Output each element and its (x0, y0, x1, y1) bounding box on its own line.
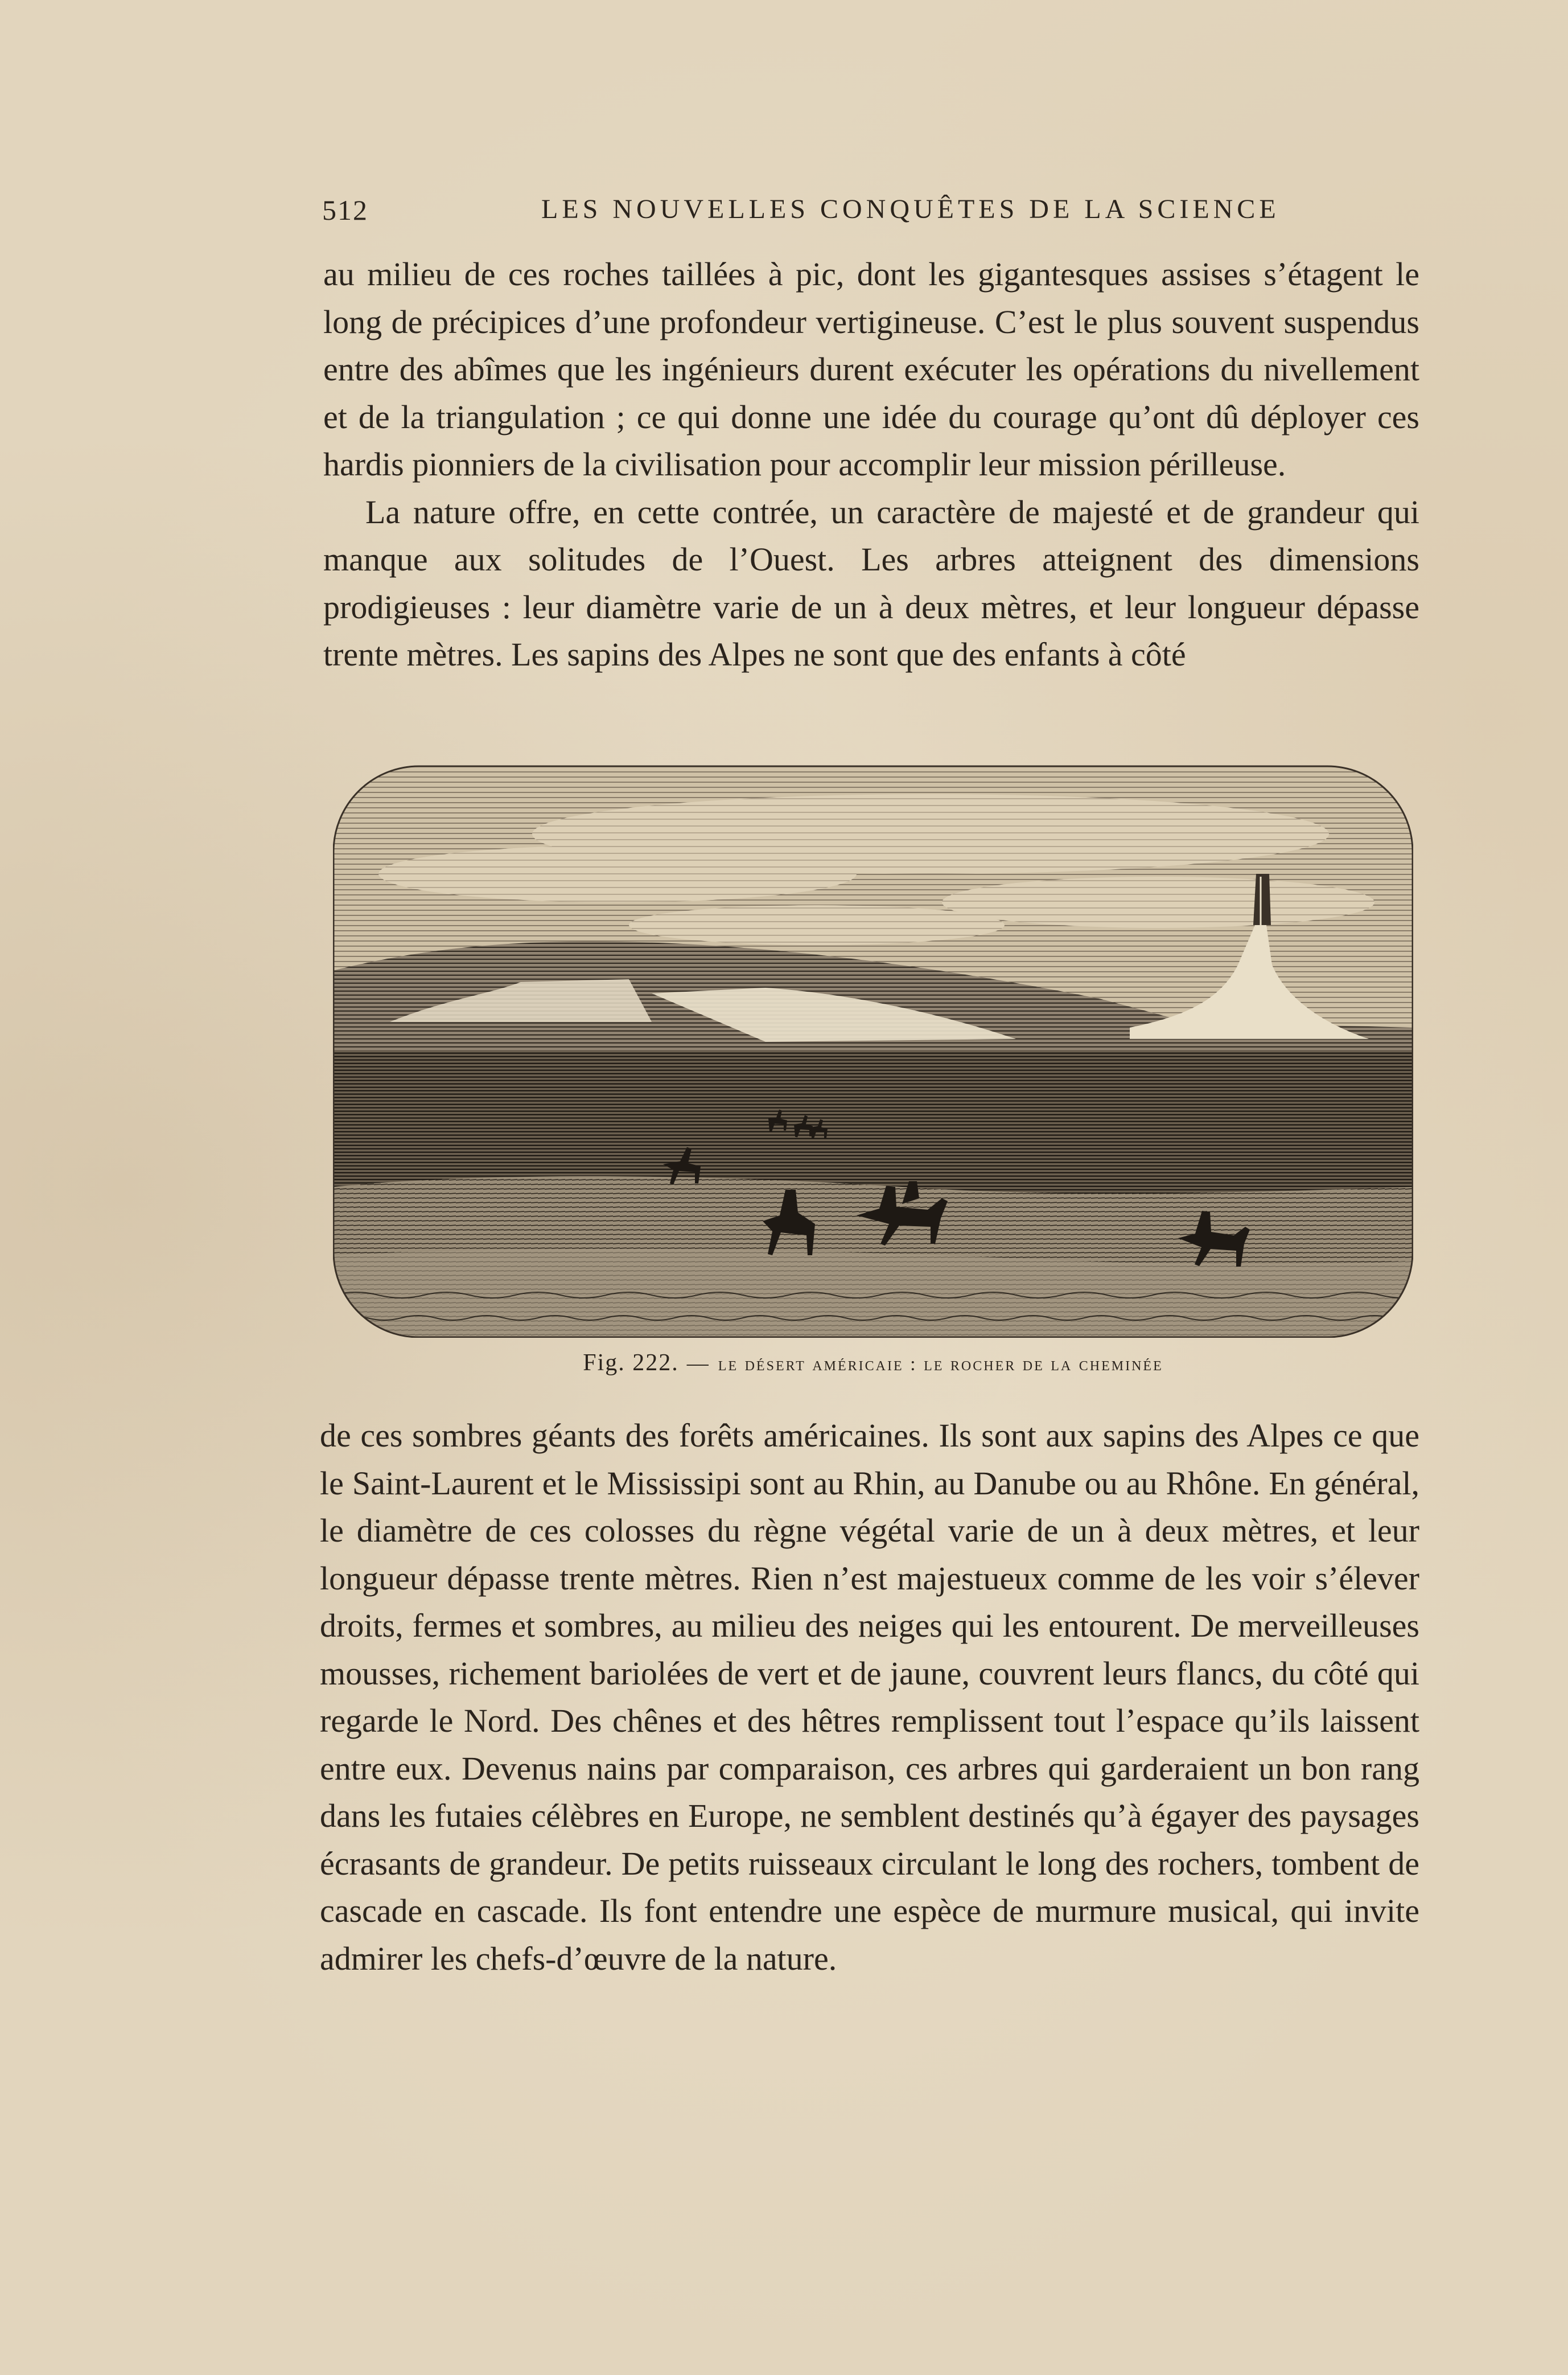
running-title: LES NOUVELLES CONQUÊTES DE LA SCIENCE (541, 194, 1280, 224)
engraving-chimney-rock (333, 754, 1413, 1338)
figure-caption (333, 1349, 1413, 1376)
body-text-top (323, 250, 1419, 679)
figure-number: Fig. 222. (583, 1350, 679, 1376)
caption-dash: — (686, 1351, 710, 1375)
running-head (322, 194, 1424, 233)
paragraph-giants: de ces sombres géants des forêts américaines. Ils sont aux sapins des Alpes ce que le Saint-Laurent et le Mississipi sont au Rhin, au Danube ou au Rhône. En général, le diamètre de ces colosses du règne végétal varie de un à deux mètres, et leur longueur dépasse trente mètres. Rien n’est majestueux comme de les voir s’élever droits, fermes et sombres, au milieu des neiges qui les entourent. De merveilleuses mousses, richement bariolées de vert et de jaune, couvrent leurs flancs, du côté qui regarde le Nord. Des chênes et des hêtres remplissent tout l’espace qu’ils laissent entre eux. Devenus nains par comparaison, ces arbres qui garderaient un bon rang dans les futaies célèbres en Europe, ne semblent destinés qu’à égayer des paysages écrasants de grandeur. De petits ruisseaux circulant le long des rochers, tombent de cascade en cascade. Ils font entendre une espèce de murmure musical, qui invite admirer les chefs-d’œuvre de la nature. (320, 1417, 1419, 1977)
paragraph-nature: La nature offre, en cette contrée, un caractère de majesté et de grandeur qui manque aux solitudes de l’Ouest. Les arbres atteignent des dimensions prodigieuses : leur diamètre varie de un à deux mètres, et leur longueur dépasse trente mètres. Les sapins des Alpes ne sont que des enfants à côté (323, 493, 1419, 673)
engraving-illustration (333, 754, 1413, 1338)
page-number: 512 (322, 194, 368, 226)
paragraph-continuation: au milieu de ces roches taillées à pic, dont les gigantesques assises s’étagent le long de précipices d’une profondeur vertigineuse. C’est le plus souvent suspendus entre des abîmes que les ingénieurs durent exécuter les opérations du nivellement et de la triangulation ; ce qui donne une idée du courage qu’ont dû déployer ces hardis pionniers de la civilisation pour accomplir leur mission périlleuse. (323, 256, 1419, 483)
body-text-bottom (320, 1412, 1419, 1982)
caption-text: le désert américaie : le rocher de la cheminée (718, 1354, 1163, 1375)
